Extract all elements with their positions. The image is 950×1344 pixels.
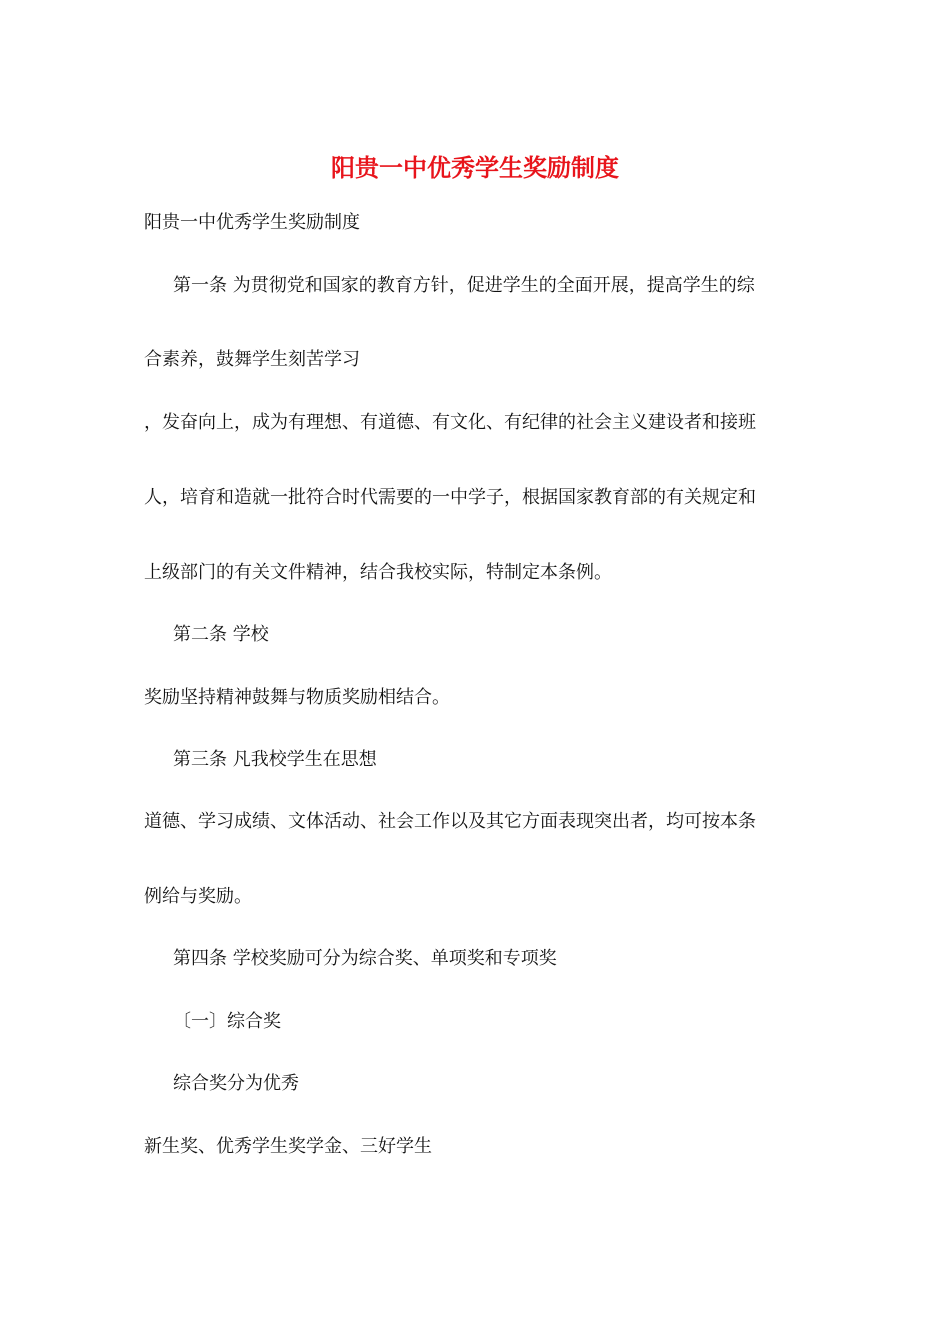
body-line: 奖励坚持精神鼓舞与物质奖励相结合。 — [144, 687, 450, 708]
body-line: 新生奖、优秀学生奖学金、三好学生 — [144, 1136, 432, 1157]
body-line-article-2: 第二条 学校 — [173, 624, 269, 645]
body-line: ，发奋向上，成为有理想、有道德、有文化、有纪律的社会主义建设者和接班 — [144, 412, 756, 433]
body-line: 例给与奖励。 — [144, 886, 252, 907]
body-line: 人，培育和造就一批符合时代需要的一中学子，根据国家教育部的有关规定和 — [144, 487, 756, 508]
body-line-article-3: 第三条 凡我校学生在思想 — [173, 749, 377, 770]
body-line-article-1: 第一条 为贯彻党和国家的教育方针，促进学生的全面开展，提高学生的综 — [173, 275, 755, 296]
body-line: 上级部门的有关文件精神，结合我校实际，特制定本条例。 — [144, 562, 612, 583]
body-line: 合素养，鼓舞学生刻苦学习 — [144, 349, 360, 370]
body-line: 道德、学习成绩、文体活动、社会工作以及其它方面表现突出者，均可按本条 — [144, 811, 756, 832]
body-line: 综合奖分为优秀 — [173, 1073, 299, 1094]
body-line-article-4: 第四条 学校奖励可分为综合奖、单项奖和专项奖 — [173, 948, 557, 969]
document-title: 阳贵一中优秀学生奖励制度 — [331, 154, 619, 182]
body-line-subtitle: 阳贵一中优秀学生奖励制度 — [144, 212, 360, 233]
body-line-section-heading: 〔一〕综合奖 — [173, 1011, 281, 1032]
